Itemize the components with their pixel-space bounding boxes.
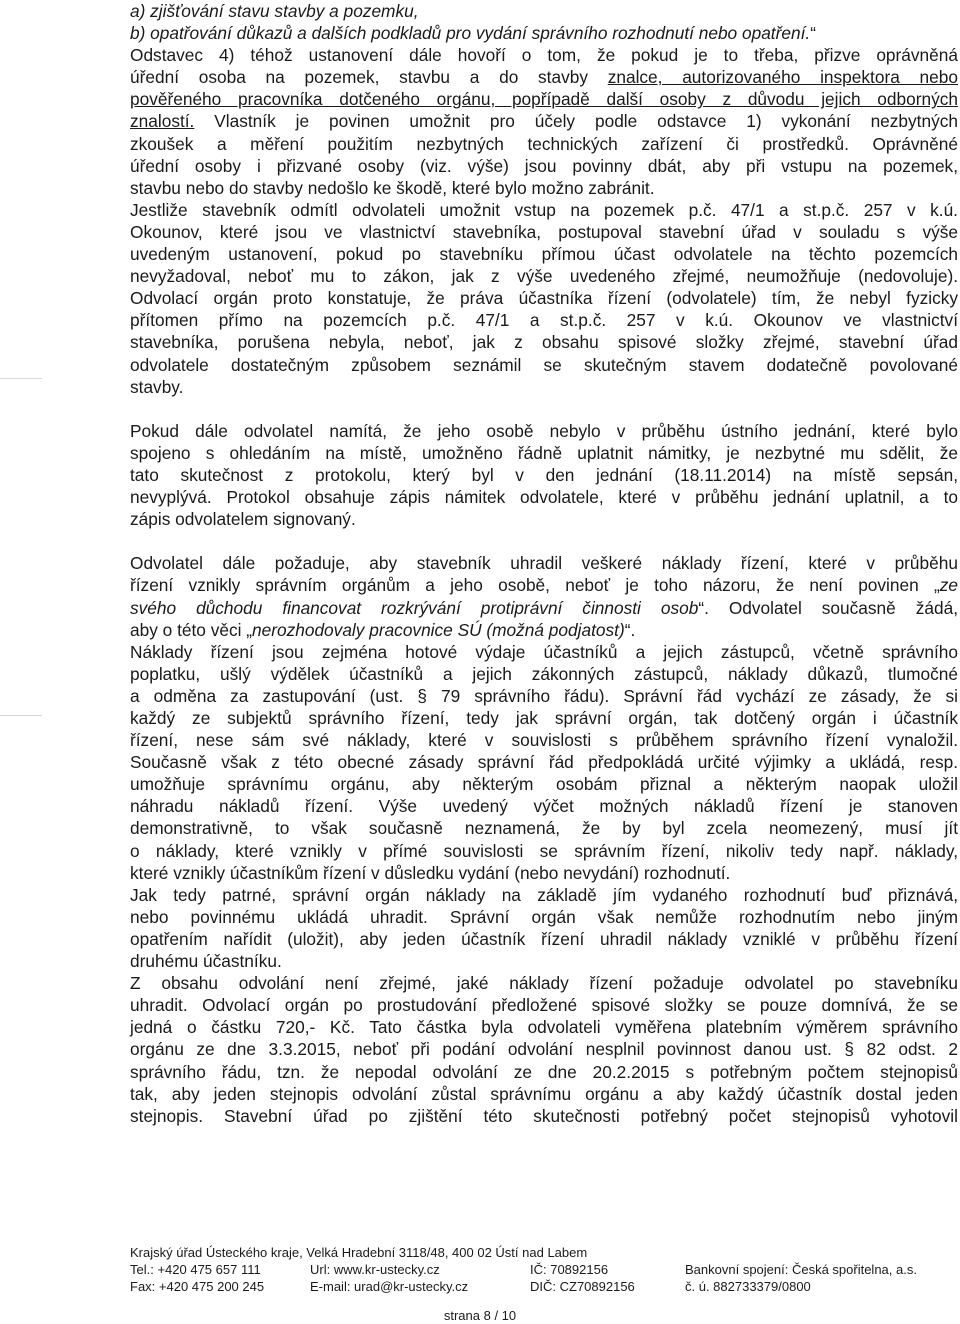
text-line: Pokud dále odvolatel namítá, že jeho osobě nebylo v průběhu ústního jednání, které bylo xyxy=(130,420,958,441)
paragraph-gap xyxy=(130,530,958,552)
text-line: zápis odvolatelem signovaný. xyxy=(130,509,356,530)
text-line: stavby. xyxy=(130,376,184,397)
text-line: nevyžadoval, neboť mu to zákon, jak z výše uvedeného zřejmé, neumožňuje (nedovoluje). xyxy=(130,266,958,287)
text-line: opatřením nařídit (uložit), aby jeden účastník řízení uhradil náklady vzniklé v průběhu řízení xyxy=(130,928,958,949)
text-line: orgánu ze dne 3.3.2015, neboť při podání odvolání nesplnil povinnost danou ust. § 82 odst. 2 xyxy=(130,1039,958,1060)
text-line: které vznikly účastníkům řízení v důsledku vydání (nebo nevydání) rozhodnutí. xyxy=(130,862,731,883)
text-line: jedná o částku 720,- Kč. Tato částka byla odvolateli vyměřena platebním výměrem správního xyxy=(130,1017,958,1038)
text-line: Současně však z této obecné zásady správní řád předpokládá určité výjimky a ukládá, resp. xyxy=(130,752,958,773)
text-line: Odvolatel dále požaduje, aby stavebník uhradil veškeré náklady řízení, které v průběhu xyxy=(130,553,958,574)
text-line: stavbu nebo do stavby nedošlo ke škodě, které bylo možno zabránit. xyxy=(130,177,655,198)
footer-dic: DIČ: CZ70892156 xyxy=(530,1279,635,1294)
text-line: náhradu nákladů řízení. Výše uvedený výčet možných nákladů řízení je stanoven xyxy=(130,796,958,817)
text-line: zkoušek a měření použitím nezbytných technických zařízení či prostředků. Oprávněné xyxy=(130,133,958,154)
text-line: úřední osoby i přizvané osoby (viz. výše) jsou povinny dbát, aby při vstupu na pozemek, xyxy=(130,155,958,176)
text-line: uhradit. Odvolací orgán po prostudování předložené spisové složky se pouze domnívá, že se xyxy=(130,995,958,1016)
text-line: a odměna za zastupování (ust. § 79 správního řádu). Správní řád vychází ze zásady, že si xyxy=(130,685,958,706)
text-line: spojeno s ohledáním na místě, umožněno řádně uplatnit námitky, je nezbytné mu sdělit, že xyxy=(130,442,958,463)
text-line: nevyplývá. Protokol obsahuje zápis námitek odvolatele, které v průběhu jednání uplatnil, a to xyxy=(130,487,958,508)
text-line: správního řádu, tzn. že nepodal odvolání ze dne 20.2.2015 s potřebným počtem stejnopisů xyxy=(130,1061,958,1082)
text-line: odvolatele dostatečným způsobem seznámil se skutečným stavem dodatečně povolované xyxy=(130,354,958,375)
text-line: uvedeným ustanovení, pokud po stavebníku přímou účast odvolatele na těchto pozemcích xyxy=(130,244,958,265)
footer-account: č. ú. 882733379/0800 xyxy=(685,1279,811,1294)
text-line: Jak tedy patrné, správní orgán náklady na základě jím vydaného rozhodnutí buď přiznává, xyxy=(130,884,958,905)
margin-mark xyxy=(0,715,42,716)
text-line: b) opatřování důkazů a dalších podkladů pro vydání správního rozhodnutí nebo opatření.“ xyxy=(130,23,816,44)
text-line: Jestliže stavebník odmítl odvolateli umožnit vstup na pozemek p.č. 47/1 a st.p.č. 257 v k.ú. xyxy=(130,199,958,220)
text-line: nebo povinnému ukládá uhradit. Správní orgán však nemůže rozhodnutím nebo jiným xyxy=(130,906,958,927)
text-line: tato skutečnost z protokolu, který byl v den jednání (18.11.2014) na místě sepsán, xyxy=(130,464,958,485)
text-line: řízení, nese sám své náklady, které v souvislosti s průběhem správního řízení vynaložil. xyxy=(130,730,958,751)
text-line: Z obsahu odvolání není zřejmé, jaké náklady řízení požaduje odvolatel po stavebníku xyxy=(130,973,958,994)
footer-ic: IČ: 70892156 xyxy=(530,1262,609,1277)
text-line: řízení vznikly správním orgánům a jeho osobě, neboť je toho názoru, že není povinen „ze xyxy=(130,575,958,596)
text-line: demonstrativně, to však současně neznamená, že by byl zcela neomezený, musí jít xyxy=(130,818,958,839)
footer-address: Krajský úřad Ústeckého kraje, Velká Hradební 3118/48, 400 02 Ústí nad Labem xyxy=(130,1245,588,1260)
text-line: každý ze subjektů správního řízení, tedy jak správní orgán, tak dotčený orgán i účastník xyxy=(130,708,958,728)
text-line: tak, aby jeden stejnopis odvolání zůstal správnímu orgánu a aby každý účastník dostal jeden xyxy=(130,1083,958,1104)
text-line: umožňuje správnímu orgánu, aby některým osobám přiznal a některým naopak uložil xyxy=(130,774,958,795)
text-line: Odvolací orgán proto konstatuje, že práva účastníka řízení (odvolatele) tím, že nebyl fyzicky xyxy=(130,288,958,309)
text-line: druhému účastníku. xyxy=(130,951,282,972)
text-line: svého důchodu financovat rozkrývání protiprávní činnosti osob“. Odvolatel současně žádá, xyxy=(130,597,958,618)
paragraph-gap xyxy=(130,398,958,420)
margin-mark xyxy=(0,378,42,379)
text-line: pověřeného pracovníka dotčeného orgánu, popřípadě další osoby z důvodu jejich odborných xyxy=(130,89,958,110)
text-line: znalostí. Vlastník je povinen umožnit pro účely podle odstavce 1) vykonání nezbytných xyxy=(130,111,958,132)
page-number: strana 8 / 10 xyxy=(443,1308,517,1323)
text-line: úřední osoba na pozemek, stavbu a do stavby znalce, autorizovaného inspektora nebo xyxy=(130,67,958,88)
text-line: aby o této věci „nerozhodovaly pracovnice SÚ (možná podjatost)“. xyxy=(130,619,636,640)
text-line: Okounov, které jsou ve vlastnictví stavebníka, postupoval stavební úřad v souladu s výše xyxy=(130,221,958,242)
text-line: Odstavec 4) téhož ustanovení dále hovoří o tom, že pokud je to třeba, přizve oprávněná xyxy=(130,45,958,66)
footer-tel: Tel.: +420 475 657 111 xyxy=(130,1262,261,1277)
document-body xyxy=(130,0,958,1127)
footer-fax: Fax: +420 475 200 245 xyxy=(130,1279,265,1294)
text-line: o náklady, které vznikly v přímé souvislosti se správním řízení, nikoliv tedy např. náklady, xyxy=(130,840,958,861)
text-line: a) zjišťování stavu stavby a pozemku, xyxy=(130,1,419,21)
footer-url: Url: www.kr-ustecky.cz xyxy=(310,1262,440,1277)
text-line: stavebníka, porušena nebyla, neboť, jak z obsahu spisové složky zřejmé, stavební úřad xyxy=(130,332,958,353)
text-line: přítomen přímo na pozemcích p.č. 47/1 a st.p.č. 257 v k.ú. Okounov ve vlastnictví xyxy=(130,310,958,331)
page-footer xyxy=(130,1244,958,1295)
text-line: poplatku, ušlý výdělek účastníků a jejich zákonných zástupců, náklady důkazů, tlumočné xyxy=(130,663,958,684)
footer-bank: Bankovní spojení: Česká spořitelna, a.s. xyxy=(685,1262,917,1277)
footer-email: E-mail: urad@kr-ustecky.cz xyxy=(310,1279,469,1294)
text-line: stejnopis. Stavební úřad po zjištění této skutečnosti potřebný počet stejnopisů vyhotovil xyxy=(130,1105,958,1126)
text-line: Náklady řízení jsou zejména hotové výdaje účastníků a jejich zástupců, včetně správního xyxy=(130,641,958,662)
